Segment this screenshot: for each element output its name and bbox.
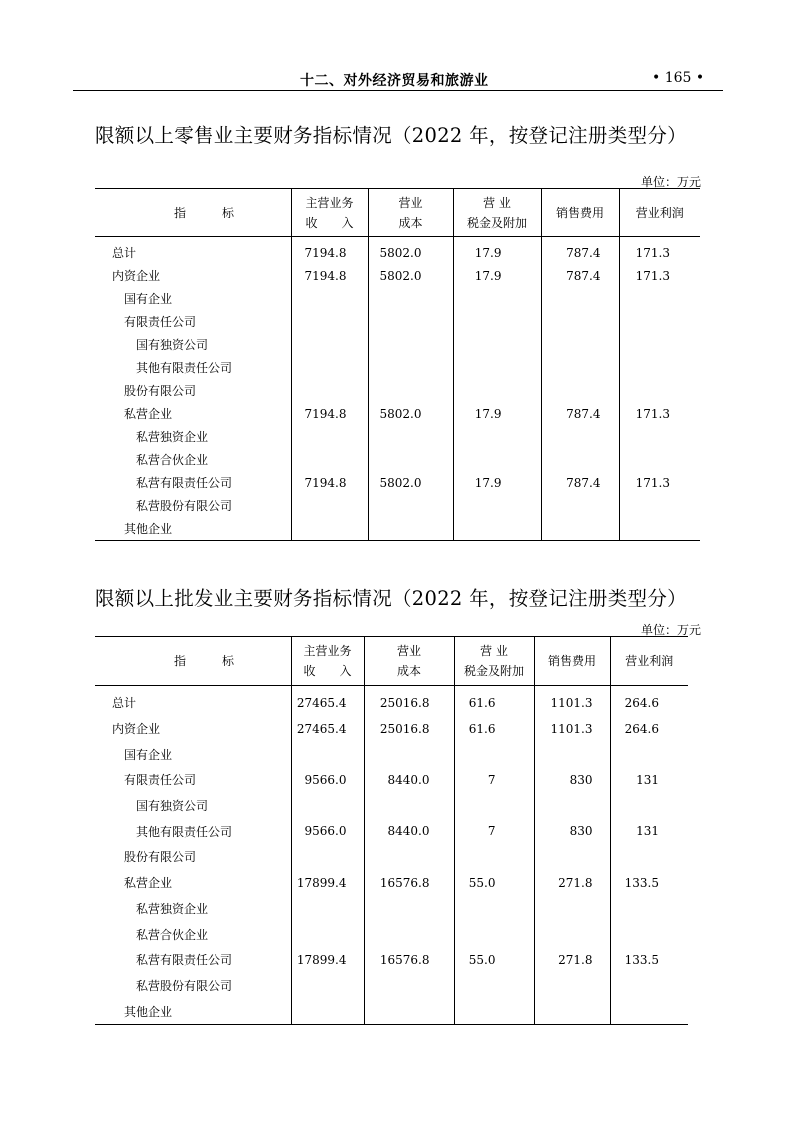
cost-cell (368, 494, 453, 517)
table-row (95, 741, 688, 767)
cost-cell (364, 741, 454, 767)
table-row (95, 686, 688, 716)
tax-cell: 17.9 (453, 402, 541, 425)
tax-cell (453, 448, 541, 471)
profit-cell (619, 494, 700, 517)
row-label: 国有独资公司 (136, 338, 209, 352)
tax-cell (453, 333, 541, 356)
row-label: 其他企业 (124, 522, 173, 536)
cost-cell (368, 310, 453, 333)
sales-expense-cell (541, 333, 619, 356)
profit-cell (610, 896, 688, 922)
profit-cell (619, 517, 700, 541)
profit-cell: 171.3 (619, 237, 700, 265)
row-label: 国有独资公司 (136, 799, 209, 814)
cost-cell (368, 379, 453, 402)
table-row (95, 287, 700, 310)
cost-cell: 8440.0 (364, 767, 454, 793)
profit-cell: 171.3 (619, 471, 700, 494)
tax-cell (454, 741, 534, 767)
revenue-cell (291, 333, 368, 356)
tax-cell (454, 973, 534, 999)
row-label: 私营合伙企业 (136, 453, 209, 467)
table-row (95, 517, 700, 541)
tax-cell: 55.0 (454, 870, 534, 896)
sales-expense-cell (534, 921, 610, 947)
sales-expense-cell (534, 793, 610, 819)
revenue-cell (291, 448, 368, 471)
profit-cell: 131 (610, 767, 688, 793)
table-row (95, 310, 700, 333)
profit-cell: 171.3 (619, 402, 700, 425)
table-row (95, 896, 688, 922)
cost-cell (364, 844, 454, 870)
sales-expense-cell (541, 287, 619, 310)
revenue-cell: 17899.4 (291, 870, 364, 896)
row-label: 内资企业 (112, 722, 161, 737)
profit-cell (610, 998, 688, 1024)
sales-expense-cell (541, 425, 619, 448)
profit-cell (610, 921, 688, 947)
sales-expense-cell: 830 (534, 767, 610, 793)
tax-cell (453, 356, 541, 379)
cost-cell: 8440.0 (364, 818, 454, 844)
profit-cell (610, 741, 688, 767)
profit-cell (610, 973, 688, 999)
cost-cell (364, 973, 454, 999)
col-indicator-header: 指 标 (95, 189, 291, 237)
table-row (95, 237, 700, 265)
row-label: 私营合伙企业 (136, 927, 209, 942)
profit-cell: 264.6 (610, 686, 688, 716)
sales-expense-cell: 787.4 (541, 264, 619, 287)
cost-cell (368, 287, 453, 310)
revenue-cell (291, 517, 368, 541)
tax-cell (453, 425, 541, 448)
row-label: 私营有限责任公司 (136, 476, 233, 490)
sales-expense-cell: 271.8 (534, 870, 610, 896)
row-label: 有限责任公司 (124, 773, 197, 788)
sales-expense-cell (541, 448, 619, 471)
wholesale-header-row (95, 637, 688, 686)
sales-expense-cell (534, 844, 610, 870)
table-row (95, 494, 700, 517)
table-row (95, 793, 688, 819)
col-tax-header: 营 业 税金及附加 (454, 637, 534, 686)
wholesale-unit-label: 单位：万元 (641, 623, 702, 637)
table-row (95, 379, 700, 402)
tax-cell: 17.9 (453, 237, 541, 265)
profit-cell: 133.5 (610, 870, 688, 896)
tax-cell (454, 921, 534, 947)
revenue-cell (291, 379, 368, 402)
revenue-cell (291, 973, 364, 999)
revenue-cell (291, 494, 368, 517)
sales-expense-cell: 787.4 (541, 402, 619, 425)
tax-cell (453, 517, 541, 541)
row-label: 私营企业 (124, 407, 173, 421)
row-label: 内资企业 (112, 269, 161, 283)
cost-cell: 16576.8 (364, 870, 454, 896)
sales-expense-cell (541, 379, 619, 402)
row-label: 国有企业 (124, 292, 173, 306)
col-revenue-header: 主营业务 收 入 (291, 189, 368, 237)
tax-cell (454, 896, 534, 922)
sales-expense-cell (541, 517, 619, 541)
sales-expense-cell (541, 494, 619, 517)
table-row (95, 818, 688, 844)
cost-cell (368, 333, 453, 356)
revenue-cell: 7194.8 (291, 237, 368, 265)
retail-table-title: 限额以上零售业主要财务指标情况（2022 年，按登记注册类型分） (95, 124, 687, 147)
col-sales-expense-header: 销售费用 (541, 189, 619, 237)
tax-cell (454, 844, 534, 870)
table-row (95, 870, 688, 896)
revenue-cell: 27465.4 (291, 686, 364, 716)
cost-cell (364, 921, 454, 947)
page-number: • 165 • (652, 70, 705, 86)
cost-cell: 16576.8 (364, 947, 454, 973)
profit-cell (619, 310, 700, 333)
profit-cell: 171.3 (619, 264, 700, 287)
cost-cell: 25016.8 (364, 716, 454, 742)
sales-expense-cell (534, 896, 610, 922)
revenue-cell: 27465.4 (291, 716, 364, 742)
table-row (95, 973, 688, 999)
profit-cell: 133.5 (610, 947, 688, 973)
cost-cell (368, 425, 453, 448)
profit-cell (610, 844, 688, 870)
col-revenue-header: 主营业务 收 入 (291, 637, 364, 686)
revenue-cell: 7194.8 (291, 264, 368, 287)
cost-cell (368, 448, 453, 471)
sales-expense-cell (534, 998, 610, 1024)
table-row (95, 402, 700, 425)
table-row (95, 716, 688, 742)
cost-cell: 5802.0 (368, 471, 453, 494)
revenue-cell (291, 310, 368, 333)
row-label: 私营有限责任公司 (136, 953, 233, 968)
col-tax-header: 营 业 税金及附加 (453, 189, 541, 237)
table-row (95, 333, 700, 356)
retail-header-row (95, 189, 700, 237)
profit-cell (619, 333, 700, 356)
tax-cell (454, 998, 534, 1024)
revenue-cell (291, 896, 364, 922)
col-cost-header: 营业 成本 (368, 189, 453, 237)
row-label: 私营独资企业 (136, 901, 209, 916)
table-row (95, 921, 688, 947)
row-label: 其他有限责任公司 (136, 824, 233, 839)
tax-cell (453, 310, 541, 333)
cost-cell: 25016.8 (364, 686, 454, 716)
table-row (95, 448, 700, 471)
tax-cell (453, 494, 541, 517)
sales-expense-cell (534, 741, 610, 767)
revenue-cell (291, 356, 368, 379)
table-row (95, 264, 700, 287)
row-label: 私营企业 (124, 876, 173, 891)
sales-expense-cell (541, 310, 619, 333)
profit-cell (619, 356, 700, 379)
cost-cell (364, 793, 454, 819)
sales-expense-cell (534, 973, 610, 999)
tax-cell: 61.6 (454, 686, 534, 716)
retail-table (95, 188, 700, 541)
revenue-cell: 7194.8 (291, 402, 368, 425)
row-label: 股份有限公司 (124, 850, 197, 865)
row-label: 其他企业 (124, 1004, 173, 1019)
header-rule (73, 90, 723, 91)
table-row (95, 947, 688, 973)
revenue-cell (291, 793, 364, 819)
sales-expense-cell: 271.8 (534, 947, 610, 973)
tax-cell (453, 379, 541, 402)
sales-expense-cell: 1101.3 (534, 686, 610, 716)
sales-expense-cell: 787.4 (541, 471, 619, 494)
wholesale-table-title: 限额以上批发业主要财务指标情况（2022 年，按登记注册类型分） (95, 587, 687, 610)
row-label: 总计 (112, 246, 137, 260)
col-cost-header: 营业 成本 (364, 637, 454, 686)
tax-cell: 17.9 (453, 471, 541, 494)
sales-expense-cell (541, 356, 619, 379)
row-label: 私营股份有限公司 (136, 499, 233, 513)
tax-cell: 17.9 (453, 264, 541, 287)
profit-cell: 131 (610, 818, 688, 844)
revenue-cell: 9566.0 (291, 818, 364, 844)
table-row (95, 844, 688, 870)
row-label: 其他有限责任公司 (136, 361, 233, 375)
tax-cell: 7 (454, 818, 534, 844)
profit-cell (619, 448, 700, 471)
col-indicator-header: 指 标 (95, 637, 291, 686)
sales-expense-cell: 1101.3 (534, 716, 610, 742)
revenue-cell (291, 287, 368, 310)
profit-cell (619, 287, 700, 310)
profit-cell (619, 425, 700, 448)
row-label: 总计 (112, 696, 137, 711)
col-profit-header: 营业利润 (610, 637, 688, 686)
sales-expense-cell: 830 (534, 818, 610, 844)
col-profit-header: 营业利润 (619, 189, 700, 237)
revenue-cell (291, 425, 368, 448)
wholesale-table (95, 636, 688, 1025)
row-label: 私营股份有限公司 (136, 978, 233, 993)
revenue-cell: 7194.8 (291, 471, 368, 494)
cost-cell: 5802.0 (368, 237, 453, 265)
row-label: 股份有限公司 (124, 384, 197, 398)
table-row (95, 767, 688, 793)
row-label: 私营独资企业 (136, 430, 209, 444)
row-label: 国有企业 (124, 747, 173, 762)
col-sales-expense-header: 销售费用 (534, 637, 610, 686)
row-label: 有限责任公司 (124, 315, 197, 329)
sales-expense-cell: 787.4 (541, 237, 619, 265)
revenue-cell: 9566.0 (291, 767, 364, 793)
table-row (95, 471, 700, 494)
cost-cell: 5802.0 (368, 264, 453, 287)
running-header-title: 十二、对外经济贸易和旅游业 (300, 73, 489, 89)
tax-cell: 55.0 (454, 947, 534, 973)
tax-cell: 61.6 (454, 716, 534, 742)
retail-unit-label: 单位：万元 (641, 175, 702, 189)
tax-cell (453, 287, 541, 310)
tax-cell: 7 (454, 767, 534, 793)
profit-cell (610, 793, 688, 819)
cost-cell (368, 356, 453, 379)
cost-cell: 5802.0 (368, 402, 453, 425)
revenue-cell (291, 844, 364, 870)
cost-cell (368, 517, 453, 541)
table-row (95, 356, 700, 379)
cost-cell (364, 896, 454, 922)
table-row (95, 425, 700, 448)
tax-cell (454, 793, 534, 819)
table-row (95, 998, 688, 1024)
profit-cell: 264.6 (610, 716, 688, 742)
profit-cell (619, 379, 700, 402)
revenue-cell (291, 998, 364, 1024)
revenue-cell (291, 741, 364, 767)
revenue-cell: 17899.4 (291, 947, 364, 973)
revenue-cell (291, 921, 364, 947)
cost-cell (364, 998, 454, 1024)
